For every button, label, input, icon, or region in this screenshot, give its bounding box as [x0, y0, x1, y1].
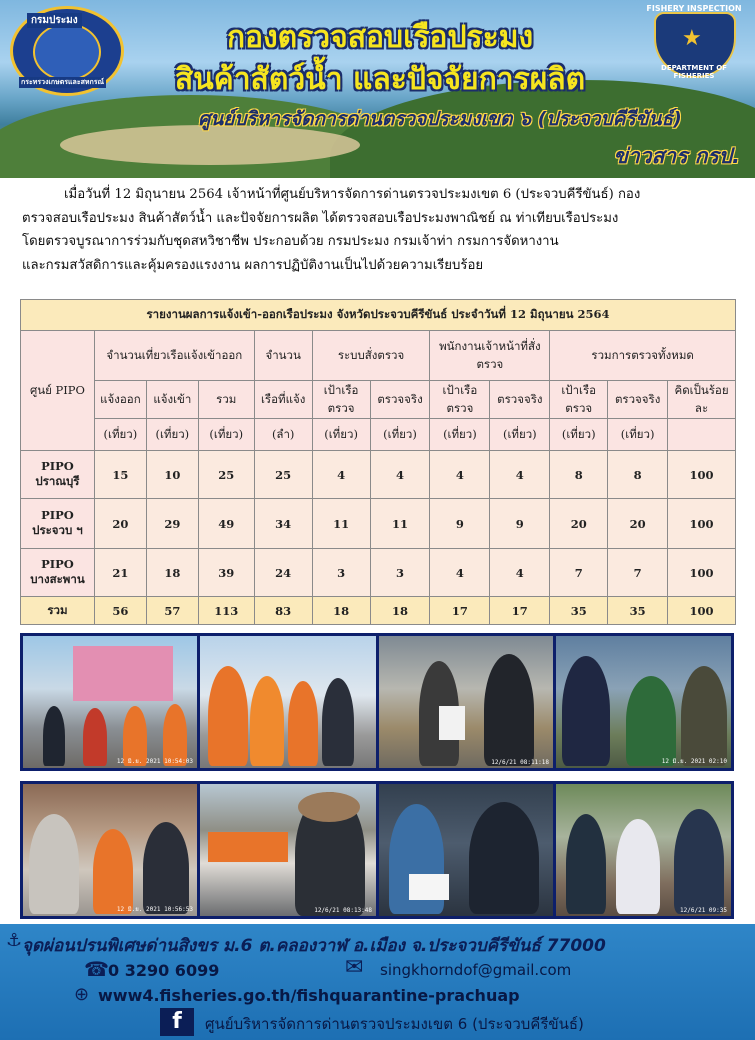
- photo-strip-2: [20, 781, 734, 919]
- center-name-cell: PIPO บางสะพาน: [21, 549, 95, 597]
- sub-target-header: เป้าเรือตรวจ: [550, 381, 608, 419]
- facebook-icon: f: [160, 1008, 194, 1036]
- group-system-header: ระบบสั่งตรวจ: [312, 331, 430, 381]
- center-name-cell: PIPO ปราณบุรี: [21, 451, 95, 499]
- cell-sys-actual: 18: [370, 597, 430, 625]
- person-shape: [29, 814, 79, 914]
- center-name-cell: PIPO ประจวบ ฯ: [21, 499, 95, 549]
- page-title: กองตรวจสอบเรือประมง: [226, 20, 534, 55]
- cell-sys-target: 18: [312, 597, 370, 625]
- sub-target-header: เป้าเรือตรวจ: [312, 381, 370, 419]
- pipo-report-table: [20, 299, 736, 625]
- document-shape: [439, 706, 465, 740]
- person-shape: [43, 706, 65, 766]
- unit-label: (เที่ยว): [312, 419, 370, 451]
- cell-sum: 113: [198, 597, 254, 625]
- person-shape: [616, 819, 660, 914]
- photo-strip-1: [20, 633, 734, 771]
- cell-sys-actual: 3: [370, 549, 430, 597]
- sub-in-header: แจ้งเข้า: [146, 381, 198, 419]
- globe-icon: ⊕: [74, 984, 90, 1005]
- group-trips-header: จำนวนเที่ยวเรือแจ้งเข้าออก: [94, 331, 254, 381]
- logo-left-bottom-text: กระทรวงเกษตรและสหกรณ์: [21, 78, 104, 86]
- sub-boats-header: เรือที่แจ้ง: [254, 381, 312, 419]
- photo-timestamp: 12 มิ.ย. 2021 10:54:03: [116, 758, 193, 765]
- cell-percent: 100: [668, 451, 736, 499]
- sub-actual-header: ตรวจจริง: [370, 381, 430, 419]
- cell-in: 10: [146, 451, 198, 499]
- table-row: [21, 499, 736, 549]
- cell-off-target: 17: [430, 597, 490, 625]
- sub-out-header: แจ้งออก: [94, 381, 146, 419]
- cell-boats: 25: [254, 451, 312, 499]
- unit-label: (เที่ยว): [370, 419, 430, 451]
- cell-off-target: 4: [430, 451, 490, 499]
- unit-label: (ลำ): [254, 419, 312, 451]
- unit-label: (เที่ยว): [608, 419, 668, 451]
- unit-label: (เที่ยว): [94, 419, 146, 451]
- star-icon: ★: [682, 26, 702, 51]
- cell-out: 20: [94, 499, 146, 549]
- department-of-fisheries-logo: [10, 6, 124, 96]
- cell-boats: 34: [254, 499, 312, 549]
- cell-tot-actual: 35: [608, 597, 668, 625]
- cell-tot-actual: 7: [608, 549, 668, 597]
- photo-timestamp: 12 มิ.ย. 2021 10:56:53: [116, 906, 193, 913]
- unit-label: (เที่ยว): [490, 419, 550, 451]
- cell-out: 21: [94, 549, 146, 597]
- logo-left-top-text: กรมประมง: [27, 13, 82, 28]
- person-shape: [484, 654, 534, 766]
- person-shape: [566, 814, 606, 914]
- inspection-photo: [23, 784, 197, 916]
- table-row: [21, 549, 736, 597]
- cell-in: 57: [146, 597, 198, 625]
- cell-sys-target: 11: [312, 499, 370, 549]
- inspection-photo: [23, 636, 197, 768]
- cell-out: 15: [94, 451, 146, 499]
- cell-off-actual: 4: [490, 549, 550, 597]
- total-label: รวม: [21, 597, 95, 625]
- facebook-page-text[interactable]: ศูนย์บริหารจัดการด่านตรวจประมงเขต 6 (ประจวบคีรีขันธ์): [205, 1015, 584, 1033]
- person-shape: [674, 809, 724, 914]
- person-shape: [562, 656, 610, 766]
- cell-in: 18: [146, 549, 198, 597]
- person-shape: [208, 666, 248, 766]
- paragraph-line: ตรวจสอบเรือประมง สินค้าสัตว์น้ำ และปัจจัยการผลิต ได้ตรวจสอบเรือประมงพาณิชย์ ณ ท่าเทียบเรือประมง: [22, 210, 619, 226]
- person-shape: [143, 822, 189, 914]
- logo-right-bottom-text: DEPARTMENT OF FISHERIES: [661, 64, 727, 80]
- address-text: จุดผ่อนปรนพิเศษด่านสิงขร ม.6 ต.คลองวาฬ อ.เมือง จ.ประจวบคีรีขันธ์ 77000: [22, 936, 606, 956]
- phone-text[interactable]: 0 3290 6099: [108, 961, 220, 980]
- cell-tot-target: 8: [550, 451, 608, 499]
- cell-off-actual: 4: [490, 451, 550, 499]
- paragraph-line: และกรมสวัสดิการและคุ้มครองแรงงาน ผลการปฏิบัติงานเป็นไปด้วยความเรียบร้อย: [22, 257, 484, 273]
- unit-label: (เที่ยว): [430, 419, 490, 451]
- photo-timestamp: 12 มิ.ย. 2021 02:10: [661, 758, 727, 765]
- header-banner: [0, 0, 755, 178]
- cell-tot-target: 7: [550, 549, 608, 597]
- inspection-photo: [379, 784, 553, 916]
- building-shape: [73, 646, 173, 701]
- unit-label: (เที่ยว): [550, 419, 608, 451]
- person-shape: [93, 829, 133, 914]
- cell-off-actual: 17: [490, 597, 550, 625]
- person-shape: [250, 676, 284, 766]
- cell-tot-target: 35: [550, 597, 608, 625]
- photo-timestamp: 12/6/21 09:35: [680, 907, 727, 914]
- phone-icon: ☎: [84, 957, 109, 981]
- sub-percent-header: คิดเป็นร้อยละ: [668, 381, 736, 419]
- unit-label: (เที่ยว): [198, 419, 254, 451]
- cell-boats: 83: [254, 597, 312, 625]
- col-center-header: ศูนย์ PIPO: [21, 331, 95, 451]
- document-shape: [409, 874, 449, 900]
- person-shape: [469, 802, 539, 914]
- cell-sum: 25: [198, 451, 254, 499]
- sub-actual-header: ตรวจจริง: [608, 381, 668, 419]
- location-icon: ⚓: [6, 930, 23, 951]
- cell-off-target: 4: [430, 549, 490, 597]
- cell-in: 29: [146, 499, 198, 549]
- sub-sum-header: รวม: [198, 381, 254, 419]
- logo-right-top-text: FISHERY INSPECTION: [646, 4, 742, 13]
- cell-sys-actual: 11: [370, 499, 430, 549]
- center-name: ศูนย์บริหารจัดการด่านตรวจประมงเขต ๖ (ประจวบคีรีขันธ์): [198, 108, 682, 130]
- paragraph-line: เมื่อวันที่ 12 มิถุนายน 2564 เจ้าหน้าที่ศูนย์บริหารจัดการด่านตรวจประมงเขต 6 (ประจวบคีรีขันธ์) กอง: [64, 187, 641, 202]
- crew-group-shape: [208, 832, 288, 862]
- person-shape: [681, 666, 727, 766]
- inspection-photo: [556, 636, 731, 768]
- cell-tot-target: 20: [550, 499, 608, 549]
- cell-tot-actual: 20: [608, 499, 668, 549]
- photo-timestamp: 12/6/21 08:11:18: [491, 759, 549, 766]
- cell-boats: 24: [254, 549, 312, 597]
- unit-blank: [668, 419, 736, 451]
- person-shape: [83, 708, 107, 766]
- table-title: รายงานผลการแจ้งเข้า-ออกเรือประมง จังหวัดประจวบคีรีขันธ์ ประจำวันที่ 12 มิถุนายน 2564: [21, 300, 736, 331]
- news-label: ข่าวสาร กรป.: [613, 144, 740, 168]
- inspection-photo: [556, 784, 731, 916]
- cell-percent: 100: [668, 549, 736, 597]
- sub-actual-header: ตรวจจริง: [490, 381, 550, 419]
- cell-sys-target: 3: [312, 549, 370, 597]
- cell-sys-target: 4: [312, 451, 370, 499]
- inspection-photo: [200, 784, 376, 916]
- group-count-header: จำนวน: [254, 331, 312, 381]
- paragraph-line: โดยตรวจบูรณาการร่วมกับชุดสหวิชาชีพ ประกอบด้วย กรมประมง กรมเจ้าท่า กรมการจัดหางาน: [22, 234, 559, 249]
- table-row: [21, 451, 736, 499]
- person-shape: [626, 676, 676, 766]
- person-shape: [288, 681, 318, 766]
- inspection-photo: [200, 636, 376, 768]
- cell-off-actual: 9: [490, 499, 550, 549]
- emblem-icon: [33, 23, 101, 81]
- fishery-inspection-logo: [644, 4, 744, 78]
- page-subtitle: สินค้าสัตว์น้ำ และปัจจัยการผลิต: [174, 62, 586, 97]
- contact-footer: [0, 924, 755, 1040]
- hat-shape: [298, 792, 360, 822]
- cell-out: 56: [94, 597, 146, 625]
- person-shape: [322, 678, 354, 766]
- inspection-photo: [379, 636, 553, 768]
- group-officer-header: พนักงานเจ้าหน้าที่สั่งตรวจ: [430, 331, 550, 381]
- email-icon: ✉: [345, 955, 364, 980]
- cell-sys-actual: 4: [370, 451, 430, 499]
- news-paragraph: [22, 183, 734, 277]
- cell-tot-actual: 8: [608, 451, 668, 499]
- cell-percent: 100: [668, 597, 736, 625]
- website-text[interactable]: www4.fisheries.go.th/fishquarantine-prachuap: [98, 986, 520, 1005]
- cell-sum: 49: [198, 499, 254, 549]
- unit-label: (เที่ยว): [146, 419, 198, 451]
- photo-timestamp: 12/6/21 08:13:48: [314, 907, 372, 914]
- cell-off-target: 9: [430, 499, 490, 549]
- sub-target-header: เป้าเรือตรวจ: [430, 381, 490, 419]
- cell-percent: 100: [668, 499, 736, 549]
- total-row: [21, 597, 736, 625]
- group-total-header: รวมการตรวจทั้งหมด: [550, 331, 736, 381]
- cell-sum: 39: [198, 549, 254, 597]
- email-text[interactable]: singkhorndof@gmail.com: [380, 961, 572, 979]
